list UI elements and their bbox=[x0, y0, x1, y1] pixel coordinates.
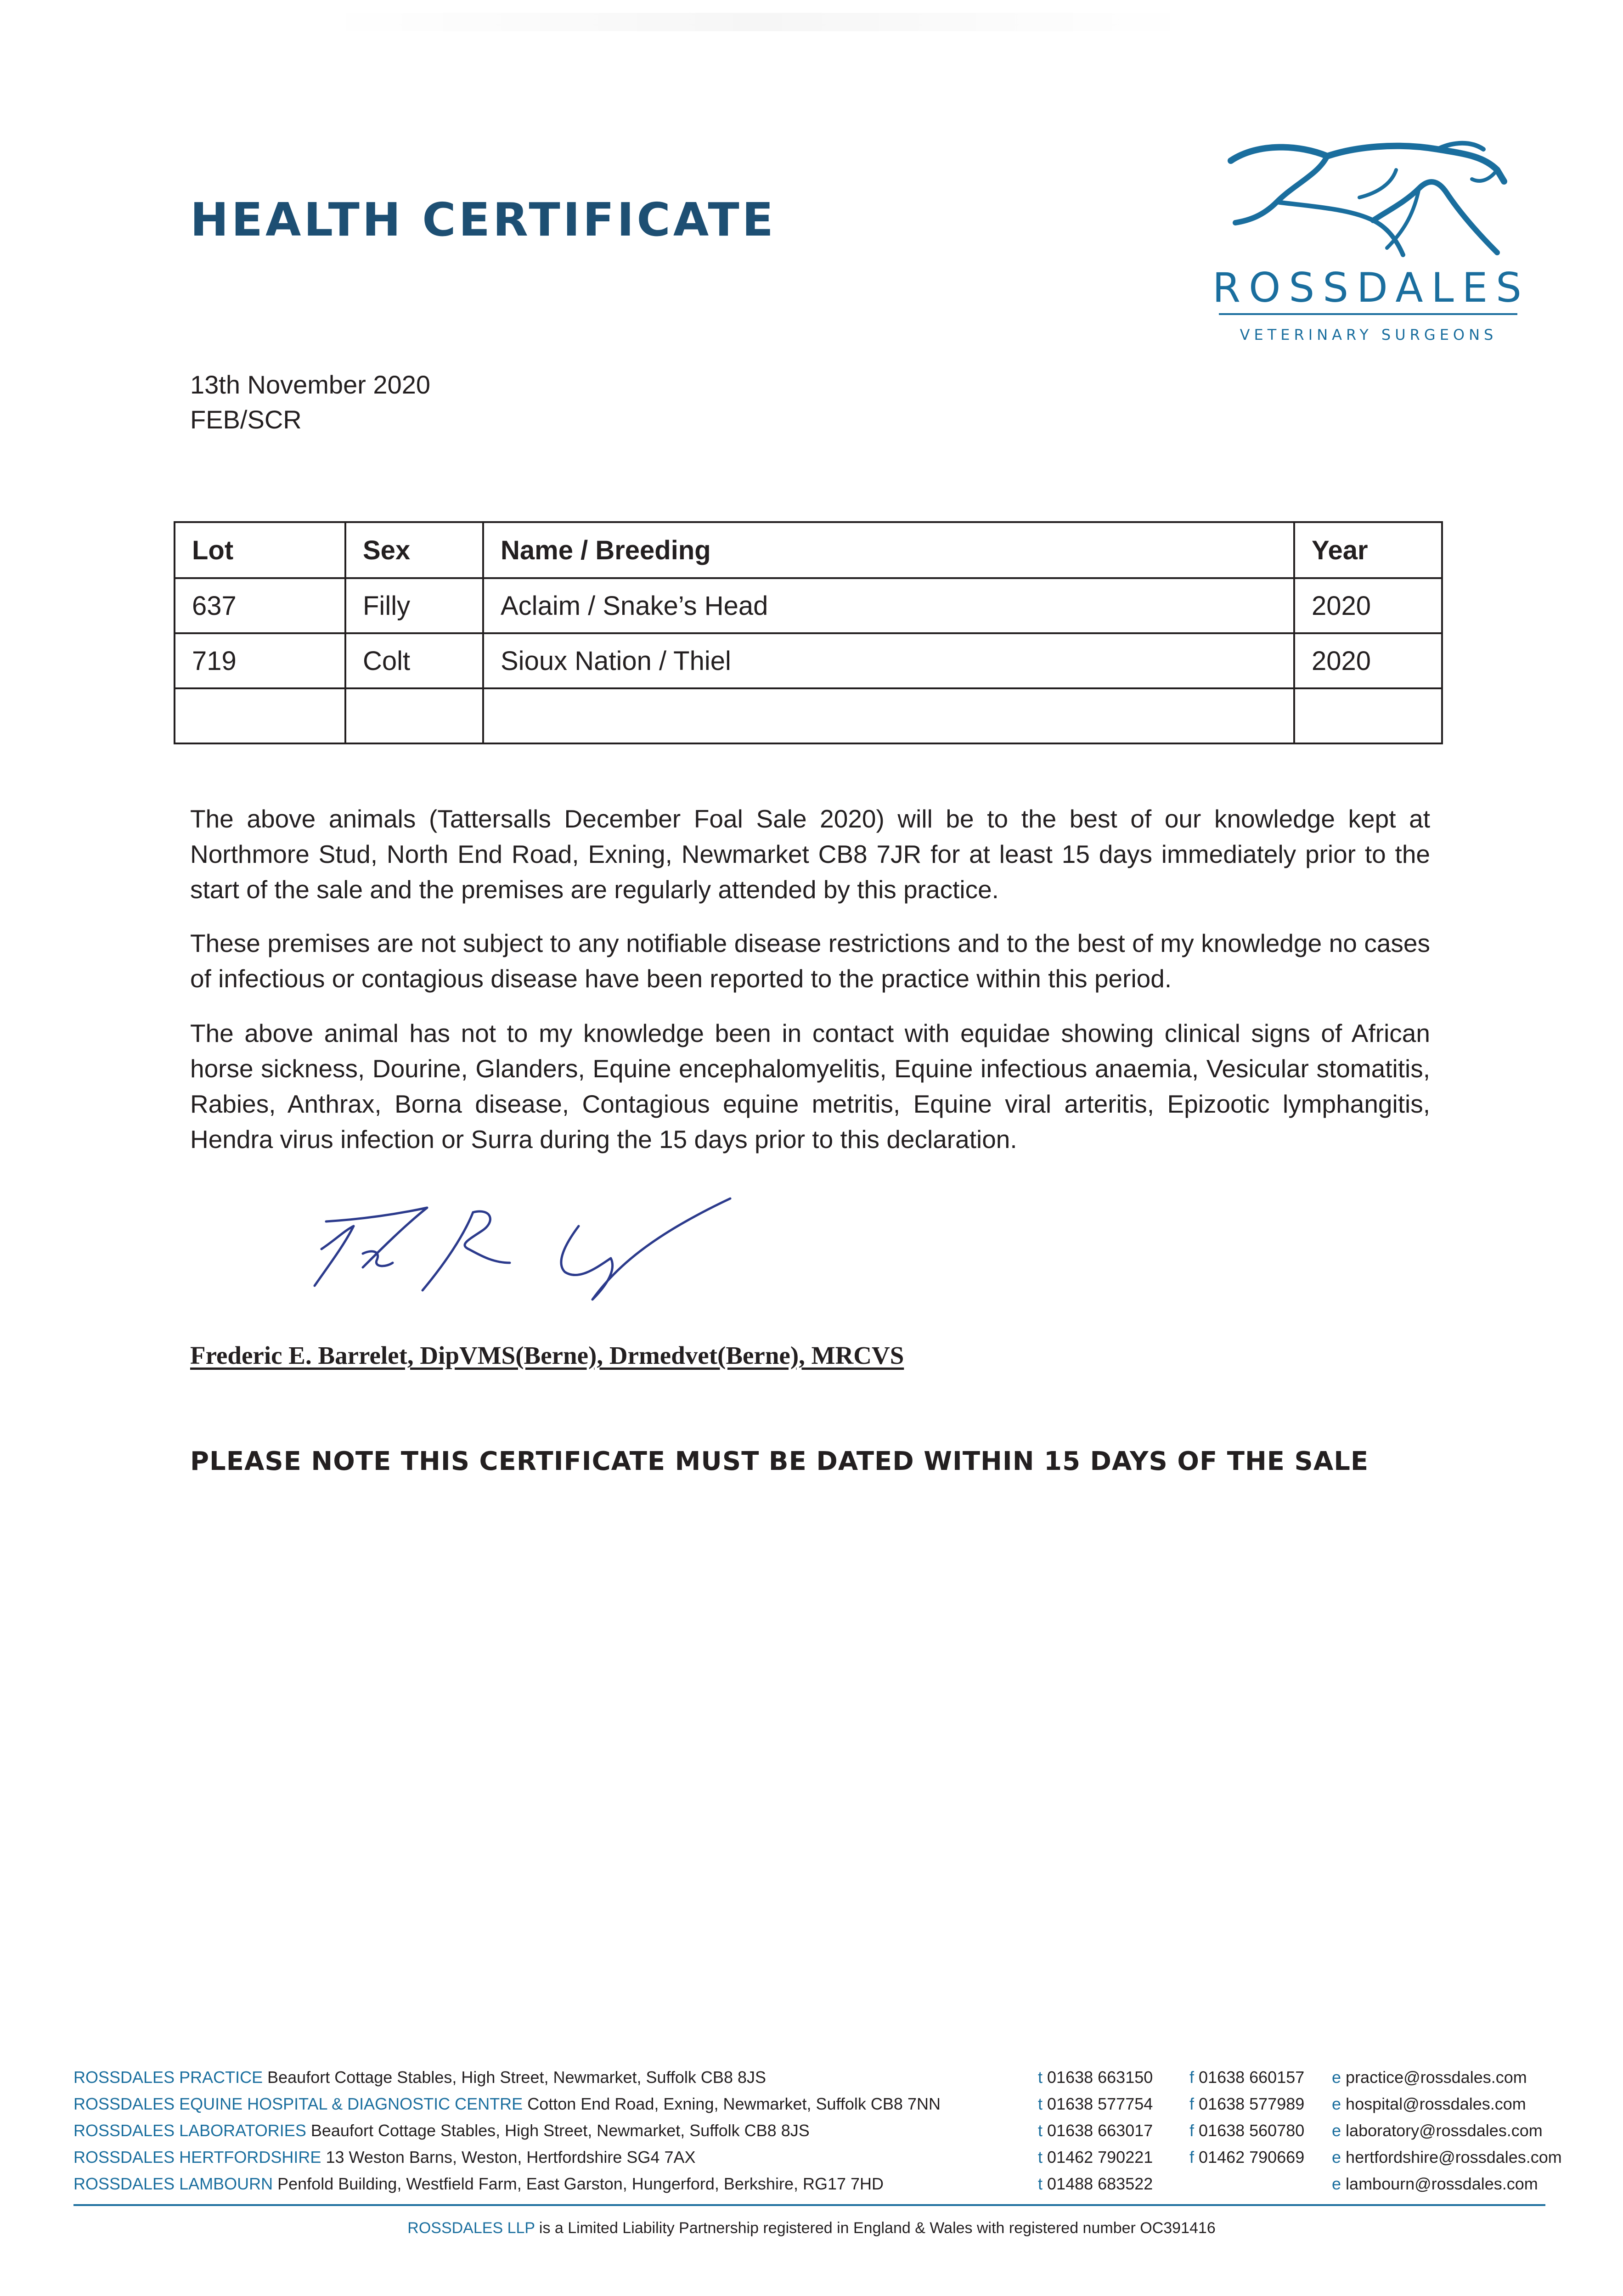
paragraph-disease-contact: The above animal has not to my knowledge been in contact with equidae showing clinical signs of African horse sickness, Dourine, Glanders, Equine encephalomyelitis, Equine infectious anaemia, Vesicular stomatitis, Rabies, Anthrax, Borna disease, Contagious equine metritis, Equine viral arteritis, Epizootic lymphangitis, Hendra virus infection or Surra during the 15 days prior to this declaration. bbox=[190, 1019, 1430, 1154]
paragraph-restrictions: These premises are not subject to any notifiable disease restrictions and to the best of my knowledge no cases of infectious or contagious disease have been reported to the practice within this period. bbox=[190, 929, 1430, 993]
cell-sex: Filly bbox=[345, 578, 483, 633]
signer-name: Frederic E. Barrelet, DipVMS(Berne), Drmedvet(Berne), MRCVS bbox=[190, 1341, 904, 1369]
cell-lot: 637 bbox=[175, 578, 345, 633]
table-row bbox=[175, 578, 1442, 633]
galloping-horse-logo-icon bbox=[1222, 129, 1516, 262]
cell-name-breeding: Sioux Nation / Thiel bbox=[483, 633, 1294, 688]
cell-year bbox=[1294, 688, 1442, 743]
col-header-lot: Lot bbox=[175, 522, 345, 578]
handwritten-signature bbox=[294, 1194, 822, 1313]
location-address: 13 Weston Barns, Weston, Hertfordshire SG4 7AX bbox=[326, 2148, 696, 2167]
location-name: ROSSDALES LABORATORIES bbox=[73, 2121, 306, 2140]
location-tel: t 01638 577754 bbox=[1038, 2094, 1153, 2113]
col-header-year: Year bbox=[1294, 522, 1442, 578]
rossdales-logo bbox=[1212, 129, 1530, 349]
llp-registration bbox=[0, 2219, 1623, 2237]
location-fax: f 01638 577989 bbox=[1189, 2094, 1305, 2113]
footer-location-row bbox=[73, 2064, 1589, 2091]
location-name: ROSSDALES LAMBOURN bbox=[73, 2174, 273, 2193]
page-title: HEALTH CERTIFICATE bbox=[190, 193, 776, 247]
animals-table bbox=[174, 521, 1443, 744]
footer-location-row bbox=[73, 2117, 1589, 2144]
location-fax: f 01638 560780 bbox=[1189, 2121, 1305, 2140]
logo-tagline: VETERINARY SURGEONS bbox=[1240, 326, 1498, 343]
llp-text: is a Limited Liability Partnership registered in England & Wales with registered number OC391416 bbox=[539, 2219, 1216, 2237]
cell-lot bbox=[175, 688, 345, 743]
location-tel: t 01488 683522 bbox=[1038, 2174, 1153, 2193]
location-email: e practice@rossdales.com bbox=[1332, 2068, 1527, 2087]
location-address: Beaufort Cottage Stables, High Street, Newmarket, Suffolk CB8 8JS bbox=[267, 2068, 766, 2087]
scan-artifact bbox=[321, 13, 1194, 31]
table-row-empty bbox=[175, 688, 1442, 743]
table-header-row bbox=[175, 522, 1442, 578]
table-row bbox=[175, 633, 1442, 688]
location-fax: f 01462 790669 bbox=[1189, 2148, 1305, 2167]
location-name: ROSSDALES PRACTICE bbox=[73, 2068, 263, 2087]
location-name: ROSSDALES HERTFORDSHIRE bbox=[73, 2148, 321, 2167]
footer-divider bbox=[73, 2204, 1545, 2206]
document-meta bbox=[190, 367, 430, 437]
location-email: e hospital@rossdales.com bbox=[1332, 2094, 1526, 2113]
logo-divider bbox=[1219, 313, 1517, 315]
location-tel: t 01462 790221 bbox=[1038, 2148, 1153, 2167]
logo-wordmark: ROSSDALES bbox=[1212, 264, 1530, 311]
location-email: e hertfordshire@rossdales.com bbox=[1332, 2148, 1562, 2167]
footer-location-row bbox=[73, 2144, 1589, 2171]
cell-sex: Colt bbox=[345, 633, 483, 688]
paragraph-premises: The above animals (Tattersalls December Foal Sale 2020) will be to the best of our knowledge kept at Northmore Stud, North End Road, Exning, Newmarket CB8 7JR for at least 15 days immediately prior to the start of the sale and the premises are regularly attended by this practice. bbox=[190, 805, 1430, 904]
cell-name-breeding: Aclaim / Snake’s Head bbox=[483, 578, 1294, 633]
cell-name-breeding bbox=[483, 688, 1294, 743]
footer-location-row bbox=[73, 2091, 1589, 2117]
footer-locations bbox=[73, 2064, 1589, 2197]
location-tel: t 01638 663150 bbox=[1038, 2068, 1153, 2087]
cell-year: 2020 bbox=[1294, 578, 1442, 633]
footer-location-row bbox=[73, 2171, 1589, 2197]
location-address: Cotton End Road, Exning, Newmarket, Suffolk CB8 7NN bbox=[527, 2094, 941, 2113]
llp-name: ROSSDALES LLP bbox=[407, 2219, 535, 2237]
issue-date: 13th November 2020 bbox=[190, 370, 431, 399]
location-name: ROSSDALES EQUINE HOSPITAL & DIAGNOSTIC CENTRE bbox=[73, 2094, 523, 2113]
sale-date-notice: PLEASE NOTE THIS CERTIFICATE MUST BE DATED WITHIN 15 DAYS OF THE SALE bbox=[190, 1446, 1369, 1476]
col-header-sex: Sex bbox=[345, 522, 483, 578]
location-fax: f 01638 660157 bbox=[1189, 2068, 1305, 2087]
location-tel: t 01638 663017 bbox=[1038, 2121, 1153, 2140]
cell-sex bbox=[345, 688, 483, 743]
cell-lot: 719 bbox=[175, 633, 345, 688]
cell-year: 2020 bbox=[1294, 633, 1442, 688]
location-address: Beaufort Cottage Stables, High Street, Newmarket, Suffolk CB8 8JS bbox=[310, 2121, 810, 2140]
col-header-name-breeding: Name / Breeding bbox=[483, 522, 1294, 578]
reference-code: FEB/SCR bbox=[190, 405, 302, 434]
location-email: e laboratory@rossdales.com bbox=[1332, 2121, 1543, 2140]
location-email: e lambourn@rossdales.com bbox=[1332, 2174, 1538, 2193]
location-address: Penfold Building, Westfield Farm, East Garston, Hungerford, Berkshire, RG17 7HD bbox=[277, 2174, 884, 2193]
